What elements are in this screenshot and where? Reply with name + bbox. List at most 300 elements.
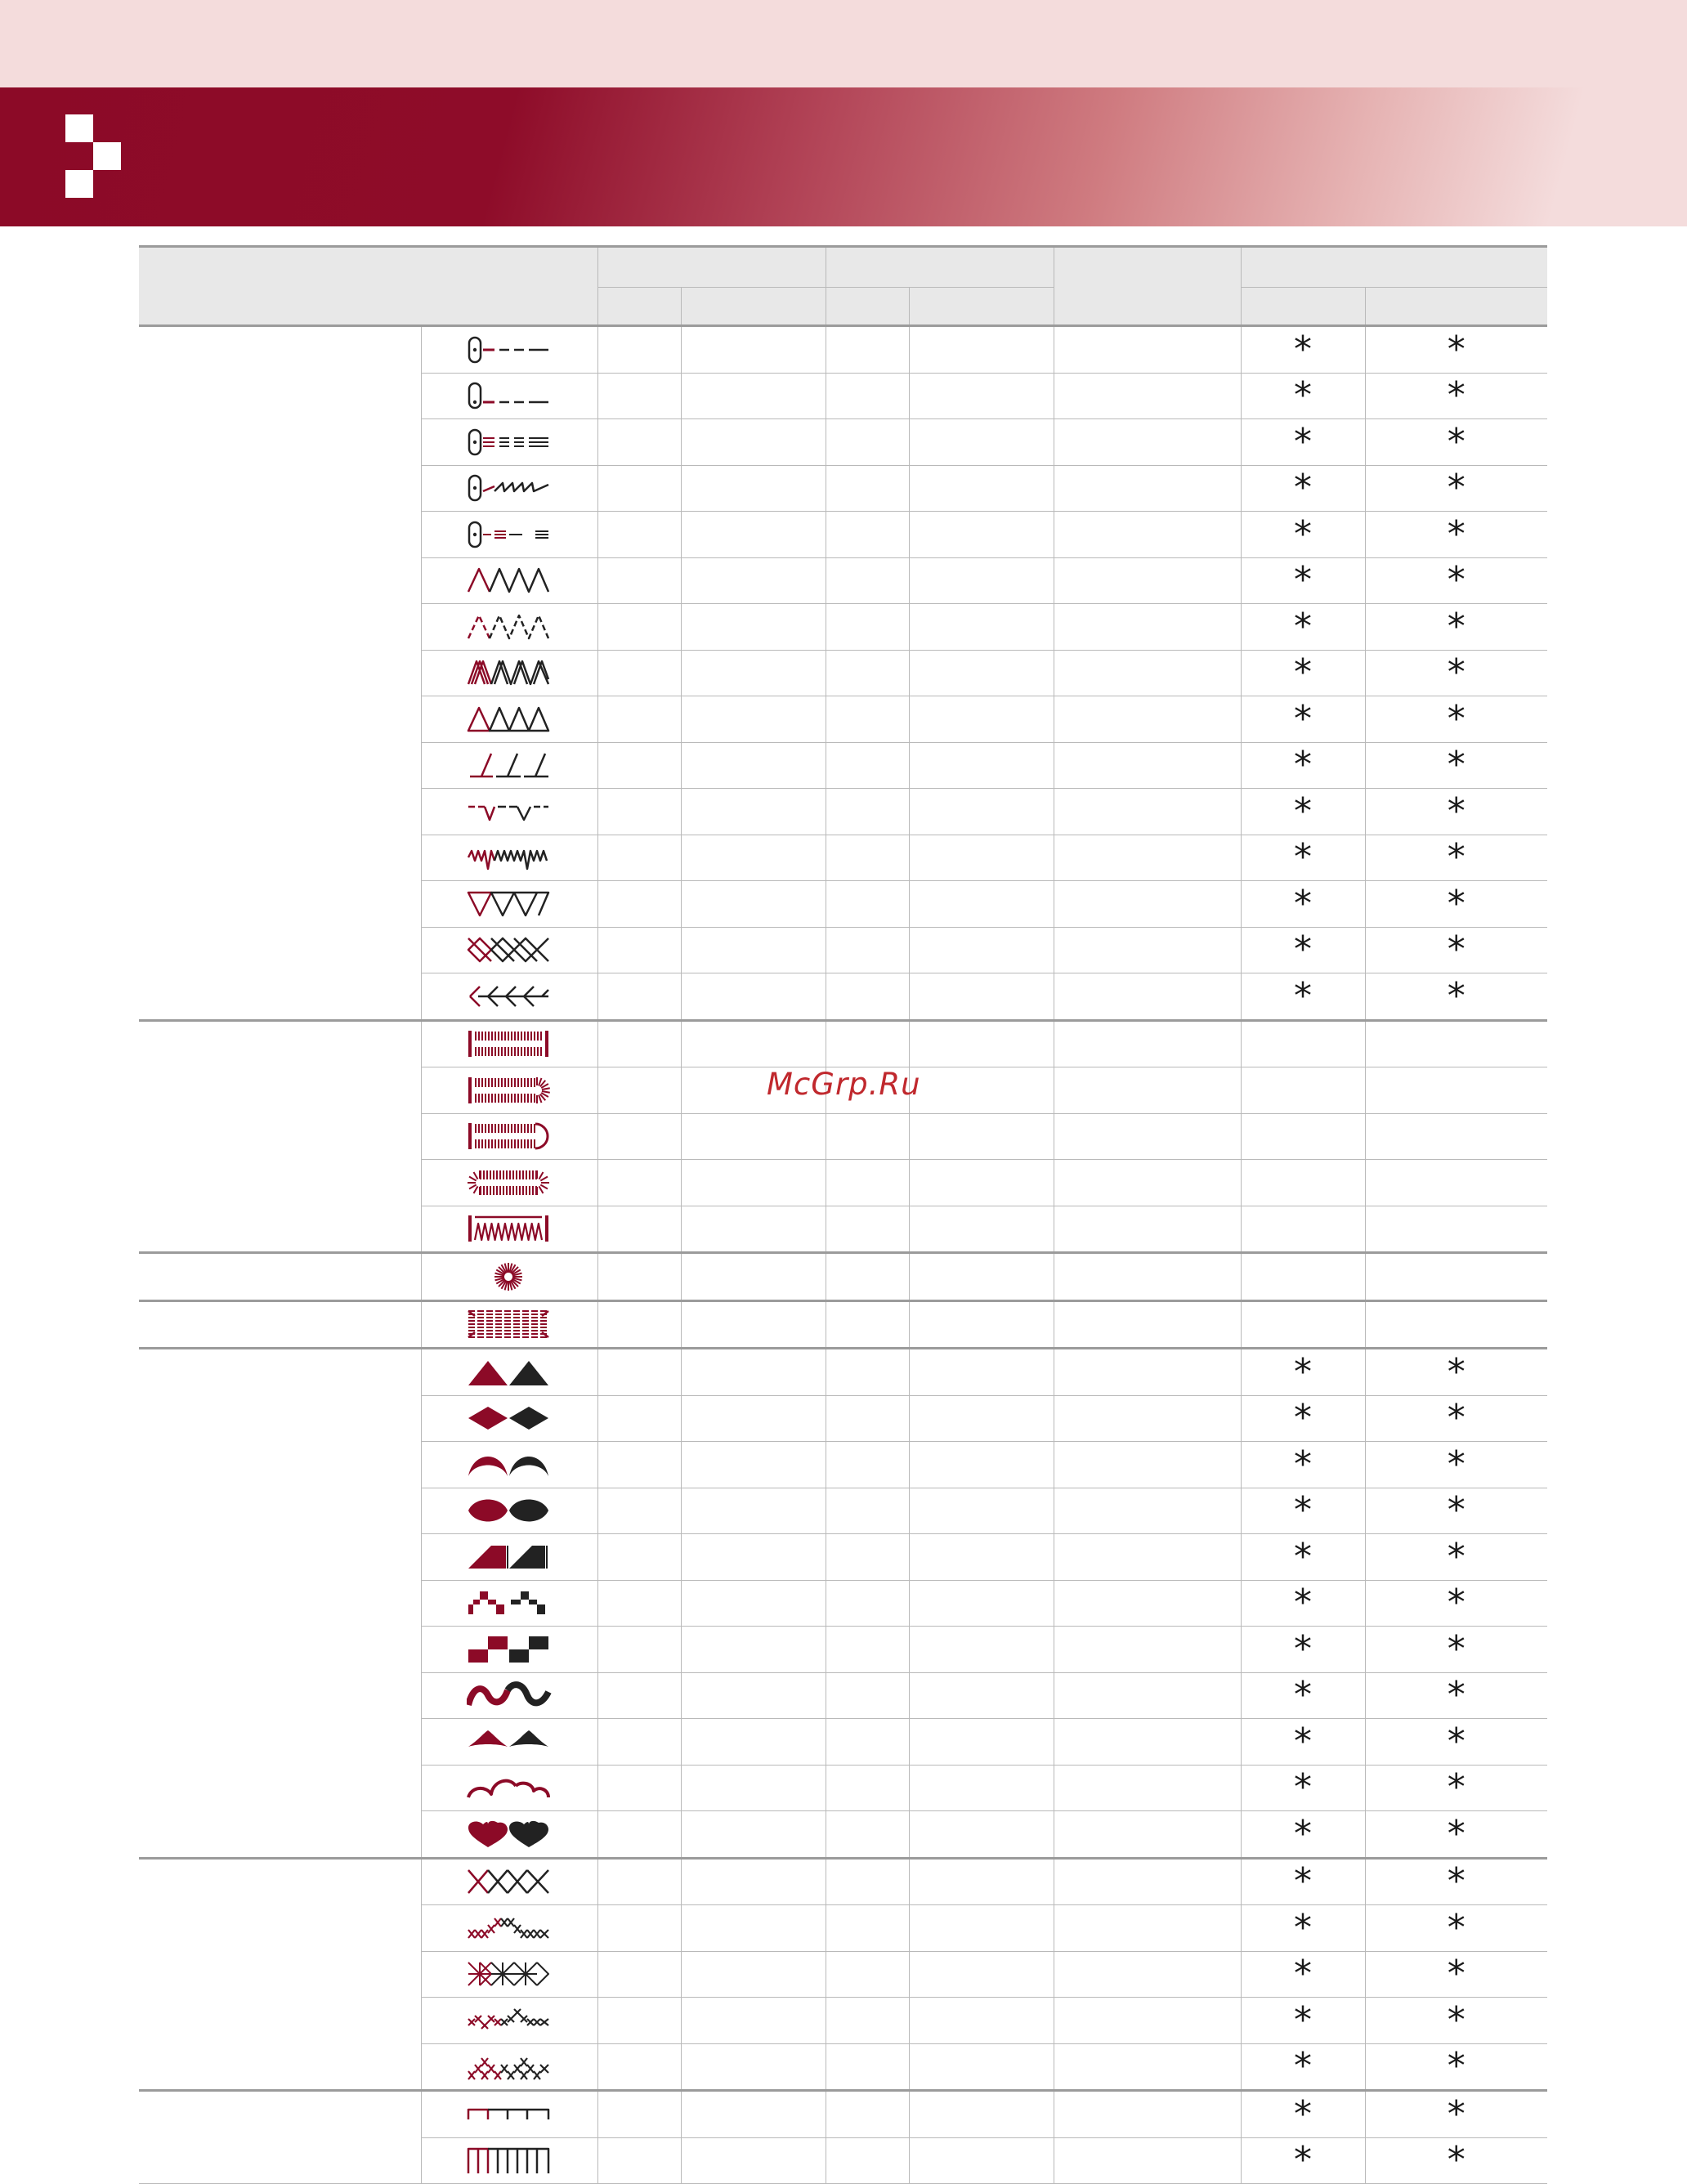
stitch-icon-cell <box>421 2137 597 2184</box>
eyelet-icon <box>467 1260 552 1293</box>
empty-cell <box>826 1349 909 1396</box>
mark-cell-b: * <box>1365 1672 1547 1719</box>
stitch-icon-cell <box>421 1300 597 1349</box>
wave-satin-icon <box>467 1679 552 1712</box>
empty-cell <box>681 1300 826 1349</box>
empty-cell <box>1054 927 1241 973</box>
empty-cell <box>826 1627 909 1673</box>
stitch-icon-cell <box>421 1067 597 1114</box>
cross-stitch-wave-icon <box>467 1912 552 1945</box>
empty-cell <box>597 650 681 696</box>
empty-cell <box>1054 881 1241 928</box>
empty-cell <box>1054 2137 1241 2184</box>
mark-cell-b: * <box>1365 1998 1547 2044</box>
shell-tuck-stitch-icon <box>467 841 552 874</box>
mark-cell-a: * <box>1241 1719 1365 1766</box>
empty-cell <box>597 789 681 835</box>
empty-cell <box>681 2137 826 2184</box>
empty-cell <box>826 1951 909 1998</box>
empty-cell <box>681 465 826 512</box>
triple-straight-stitch-icon <box>467 426 552 459</box>
empty-cell <box>909 973 1054 1021</box>
empty-cell <box>909 1951 1054 1998</box>
empty-cell <box>1054 1488 1241 1534</box>
empty-cell <box>909 742 1054 789</box>
empty-cell <box>1054 1998 1241 2044</box>
empty-cell <box>597 1811 681 1859</box>
empty-cell <box>681 2091 826 2138</box>
empty-cell <box>681 1719 826 1766</box>
mark-cell-a: * <box>1241 1442 1365 1488</box>
parallelogram-satin-icon <box>467 1541 552 1573</box>
overcast-stitch-icon <box>467 703 552 736</box>
empty-cell <box>597 2137 681 2184</box>
table-row <box>139 1858 1547 1905</box>
empty-cell <box>597 1349 681 1396</box>
empty-cell <box>1054 557 1241 604</box>
triangle-satin-icon <box>467 1356 552 1389</box>
stitch-icon-cell <box>421 1488 597 1534</box>
empty-cell <box>1054 696 1241 743</box>
empty-cell <box>909 1067 1054 1114</box>
empty-cell <box>909 1442 1054 1488</box>
empty-cell <box>1054 419 1241 466</box>
empty-cell <box>909 1998 1054 2044</box>
mark-cell-b: * <box>1365 1349 1547 1396</box>
mark-cell-a: * <box>1241 419 1365 466</box>
table-row <box>139 1020 1547 1067</box>
empty-cell <box>826 650 909 696</box>
empty-cell <box>826 881 909 928</box>
empty-cell <box>597 1998 681 2044</box>
empty-cell <box>909 1627 1054 1673</box>
header-cell <box>826 247 1054 288</box>
empty-cell <box>597 1765 681 1811</box>
empty-cell <box>826 927 909 973</box>
empty-cell <box>681 1811 826 1859</box>
mark-cell-a: * <box>1241 789 1365 835</box>
blanket-stitch-icon <box>467 2098 552 2131</box>
mark-cell-b: * <box>1365 1811 1547 1859</box>
empty-cell <box>909 512 1054 558</box>
diamond-satin-icon <box>467 1402 552 1434</box>
scallop-satin-icon <box>467 1725 552 1758</box>
empty-cell <box>826 835 909 881</box>
mark-cell-a: * <box>1241 973 1365 1021</box>
empty-cell <box>1054 1067 1241 1114</box>
empty-cell <box>681 2043 826 2091</box>
empty-cell <box>681 557 826 604</box>
empty-cell <box>597 1300 681 1349</box>
mark-cell-b: * <box>1365 1395 1547 1442</box>
empty-cell <box>826 1442 909 1488</box>
empty-cell <box>1054 835 1241 881</box>
mark-cell-b: * <box>1365 419 1547 466</box>
stitch-icon-cell <box>421 1020 597 1067</box>
empty-cell <box>681 650 826 696</box>
empty-cell <box>681 1627 826 1673</box>
mark-cell-a: * <box>1241 650 1365 696</box>
mark-cell-a: * <box>1241 2137 1365 2184</box>
empty-cell <box>1054 1442 1241 1488</box>
header-band <box>0 87 1687 226</box>
mark-cell-a: * <box>1241 465 1365 512</box>
stitch-icon-cell <box>421 1951 597 1998</box>
mark-cell-b: * <box>1365 835 1547 881</box>
mark-cell-a: * <box>1241 604 1365 651</box>
stitch-icon-cell <box>421 1672 597 1719</box>
mark-cell-a: * <box>1241 1488 1365 1534</box>
empty-cell <box>1054 742 1241 789</box>
empty-cell <box>826 1998 909 2044</box>
empty-cell <box>1054 1951 1241 1998</box>
empty-cell <box>1054 373 1241 419</box>
logo-square <box>93 142 121 170</box>
group-label-cell <box>139 2091 421 2184</box>
mark-cell-a: * <box>1241 1765 1365 1811</box>
group-label-cell <box>139 326 421 1021</box>
empty-cell <box>909 1580 1054 1627</box>
mark-cell-a: * <box>1241 742 1365 789</box>
empty-cell <box>826 973 909 1021</box>
empty-cell <box>597 1113 681 1160</box>
empty-cell <box>1054 1160 1241 1206</box>
mark-cell-b: * <box>1365 1765 1547 1811</box>
empty-cell <box>826 604 909 651</box>
header-cell <box>597 247 826 288</box>
empty-cell <box>681 835 826 881</box>
empty-cell <box>597 1858 681 1905</box>
stitch-icon-cell <box>421 1580 597 1627</box>
mark-cell-a: * <box>1241 881 1365 928</box>
mark-cell-a <box>1241 1113 1365 1160</box>
empty-cell <box>909 881 1054 928</box>
mark-cell-b: * <box>1365 1488 1547 1534</box>
cross-stitch-icon <box>467 1865 552 1898</box>
stitch-icon-cell <box>421 1253 597 1301</box>
mark-cell-a: * <box>1241 1627 1365 1673</box>
empty-cell <box>597 465 681 512</box>
mark-cell-a: * <box>1241 373 1365 419</box>
empty-cell <box>909 1719 1054 1766</box>
empty-cell <box>681 1905 826 1952</box>
stitch-icon-cell <box>421 1811 597 1859</box>
stitch-icon-cell <box>421 650 597 696</box>
header-subcell <box>826 288 909 326</box>
table-row <box>139 326 1547 374</box>
empty-cell <box>1054 326 1241 374</box>
basting-stitch-icon <box>467 472 552 504</box>
empty-cell <box>597 835 681 881</box>
mark-cell-a: * <box>1241 1534 1365 1581</box>
header-subcell <box>597 288 681 326</box>
empty-cell <box>681 512 826 558</box>
mark-cell-a: * <box>1241 696 1365 743</box>
empty-cell <box>597 1488 681 1534</box>
stitch-icon-cell <box>421 789 597 835</box>
mark-cell-b: * <box>1365 789 1547 835</box>
empty-cell <box>826 1206 909 1253</box>
empty-cell <box>681 1998 826 2044</box>
empty-cell <box>909 2137 1054 2184</box>
empty-cell <box>826 2137 909 2184</box>
round-buttonhole-icon <box>467 1120 552 1152</box>
mark-cell-a: * <box>1241 1349 1365 1396</box>
group-label-cell <box>139 1349 421 1859</box>
stitch-icon-cell <box>421 1349 597 1396</box>
empty-cell <box>597 604 681 651</box>
stitch-icon-cell <box>421 1206 597 1253</box>
empty-cell <box>597 1442 681 1488</box>
stretch-buttonhole-icon <box>467 1212 552 1245</box>
empty-cell <box>1054 1858 1241 1905</box>
mark-cell-b <box>1365 1253 1547 1301</box>
empty-cell <box>1054 650 1241 696</box>
empty-cell <box>597 1672 681 1719</box>
empty-cell <box>597 326 681 374</box>
mark-cell-a: * <box>1241 2091 1365 2138</box>
empty-cell <box>681 1395 826 1442</box>
empty-cell <box>681 1534 826 1581</box>
mark-cell-b: * <box>1365 1442 1547 1488</box>
empty-cell <box>681 1206 826 1253</box>
empty-cell <box>909 1020 1054 1067</box>
top-band <box>0 0 1687 87</box>
empty-cell <box>826 373 909 419</box>
empty-cell <box>909 419 1054 466</box>
mark-cell-b <box>1365 1300 1547 1349</box>
square-buttonhole-icon <box>467 1027 552 1060</box>
empty-cell <box>909 1395 1054 1442</box>
empty-cell <box>681 1253 826 1301</box>
mark-cell-b: * <box>1365 927 1547 973</box>
mark-cell-b: * <box>1365 1858 1547 1905</box>
header-subcell <box>1365 288 1547 326</box>
mark-cell-b: * <box>1365 1534 1547 1581</box>
empty-cell <box>826 1905 909 1952</box>
mark-cell-b: * <box>1365 604 1547 651</box>
straight-stitch-left-icon <box>467 379 552 412</box>
table-row <box>139 1253 1547 1301</box>
empty-cell <box>826 1811 909 1859</box>
empty-cell <box>1054 1349 1241 1396</box>
mark-cell-b: * <box>1365 1580 1547 1627</box>
mark-cell-b <box>1365 1020 1547 1067</box>
empty-cell <box>826 1113 909 1160</box>
mark-cell-a: * <box>1241 512 1365 558</box>
header-subcell <box>1241 288 1365 326</box>
stitch-icon-cell <box>421 973 597 1021</box>
empty-cell <box>1054 1206 1241 1253</box>
empty-cell <box>909 1765 1054 1811</box>
empty-cell <box>1054 604 1241 651</box>
empty-cell <box>597 696 681 743</box>
stitch-icon-cell <box>421 1442 597 1488</box>
empty-cell <box>1054 1765 1241 1811</box>
empty-cell <box>597 973 681 1021</box>
header-cell <box>1241 247 1547 288</box>
empty-cell <box>909 1811 1054 1859</box>
mark-cell-a: * <box>1241 1672 1365 1719</box>
empty-cell <box>681 1160 826 1206</box>
stitch-table <box>139 245 1547 2184</box>
mark-cell-b: * <box>1365 465 1547 512</box>
bartack-straight-stitch-icon <box>467 518 552 551</box>
empty-cell <box>909 373 1054 419</box>
empty-cell <box>826 789 909 835</box>
empty-cell <box>1054 2091 1241 2138</box>
empty-cell <box>1054 1719 1241 1766</box>
empty-cell <box>597 1719 681 1766</box>
group-label-cell <box>139 1253 421 1301</box>
empty-cell <box>597 557 681 604</box>
empty-cell <box>681 1951 826 1998</box>
mark-cell-b: * <box>1365 696 1547 743</box>
mark-cell-a <box>1241 1067 1365 1114</box>
mark-cell-b: * <box>1365 512 1547 558</box>
rounded-end-buttonhole-icon <box>467 1074 552 1107</box>
empty-cell <box>1054 789 1241 835</box>
empty-cell <box>826 2091 909 2138</box>
empty-cell <box>597 1580 681 1627</box>
empty-cell <box>1054 465 1241 512</box>
empty-cell <box>597 419 681 466</box>
mark-cell-b: * <box>1365 650 1547 696</box>
empty-cell <box>826 1580 909 1627</box>
logo-square <box>65 170 93 198</box>
empty-cell <box>826 696 909 743</box>
three-step-zigzag-icon <box>467 611 552 643</box>
stitch-icon-cell <box>421 2091 597 2138</box>
stitch-icon-cell <box>421 1395 597 1442</box>
stitch-icon-cell <box>421 696 597 743</box>
empty-cell <box>826 1488 909 1534</box>
empty-cell <box>1054 2043 1241 2091</box>
empty-cell <box>826 1672 909 1719</box>
watermark: McGrp.Ru <box>767 1067 921 1102</box>
empty-cell <box>681 326 826 374</box>
heart-satin-icon <box>467 1818 552 1851</box>
mark-cell-a: * <box>1241 1905 1365 1952</box>
zigzag-stitch-icon <box>467 564 552 597</box>
empty-cell <box>909 1905 1054 1952</box>
empty-cell <box>597 1534 681 1581</box>
empty-cell <box>909 1253 1054 1301</box>
empty-cell <box>681 419 826 466</box>
empty-cell <box>681 1020 826 1067</box>
stitch-icon-cell <box>421 373 597 419</box>
empty-cell <box>681 1765 826 1811</box>
empty-cell <box>909 326 1054 374</box>
cross-stitch-diamond-icon <box>467 2004 552 2037</box>
stitch-icon-cell <box>421 326 597 374</box>
stitch-icon-cell <box>421 1998 597 2044</box>
mark-cell-a: * <box>1241 1998 1365 2044</box>
empty-cell <box>826 512 909 558</box>
stitch-icon-cell <box>421 419 597 466</box>
empty-cell <box>681 1113 826 1160</box>
empty-cell <box>1054 1811 1241 1859</box>
empty-cell <box>909 604 1054 651</box>
mark-cell-a: * <box>1241 1951 1365 1998</box>
empty-cell <box>1054 1534 1241 1581</box>
empty-cell <box>909 1206 1054 1253</box>
small-checker-icon <box>467 1587 552 1619</box>
header-cell <box>139 247 597 326</box>
empty-cell <box>1054 973 1241 1021</box>
empty-cell <box>681 927 826 973</box>
mark-cell-b <box>1365 1206 1547 1253</box>
empty-cell <box>826 1160 909 1206</box>
empty-cell <box>597 1160 681 1206</box>
empty-cell <box>681 742 826 789</box>
cross-overlock-icon <box>467 933 552 966</box>
stitch-icon-cell <box>421 881 597 928</box>
empty-cell <box>826 1395 909 1442</box>
stitch-icon-cell <box>421 742 597 789</box>
empty-cell <box>826 557 909 604</box>
empty-cell <box>597 881 681 928</box>
group-label-cell <box>139 1300 421 1349</box>
empty-cell <box>909 789 1054 835</box>
double-round-buttonhole-icon <box>467 1166 552 1199</box>
logo-square <box>65 114 93 142</box>
empty-cell <box>681 1672 826 1719</box>
empty-cell <box>597 927 681 973</box>
empty-cell <box>909 696 1054 743</box>
triple-zigzag-icon <box>467 656 552 689</box>
crescent-satin-icon <box>467 1448 552 1481</box>
mark-cell-a: * <box>1241 927 1365 973</box>
empty-cell <box>1054 1627 1241 1673</box>
empty-cell <box>909 1349 1054 1396</box>
header-cell <box>1054 247 1241 326</box>
empty-cell <box>909 2091 1054 2138</box>
mark-cell-a: * <box>1241 1395 1365 1442</box>
mark-cell-a: * <box>1241 326 1365 374</box>
table-body <box>139 326 1547 2184</box>
stitch-icon-cell <box>421 604 597 651</box>
empty-cell <box>597 512 681 558</box>
mark-cell-b <box>1365 1160 1547 1206</box>
darning-stitch-icon <box>467 1308 552 1340</box>
group-label-cell <box>139 1858 421 2091</box>
stitch-icon-cell <box>421 465 597 512</box>
empty-cell <box>826 1020 909 1067</box>
cloud-scallop-icon <box>467 1771 552 1804</box>
mark-cell-b: * <box>1365 2043 1547 2091</box>
empty-cell <box>597 742 681 789</box>
empty-cell <box>1054 1580 1241 1627</box>
empty-cell <box>1054 1395 1241 1442</box>
empty-cell <box>681 881 826 928</box>
empty-cell <box>597 1951 681 1998</box>
feather-stitch-icon <box>467 980 552 1013</box>
empty-cell <box>909 927 1054 973</box>
large-checker-icon <box>467 1633 552 1666</box>
elastic-blind-hem-icon <box>467 795 552 828</box>
empty-cell <box>909 2043 1054 2091</box>
empty-cell <box>597 2043 681 2091</box>
empty-cell <box>597 1905 681 1952</box>
blind-hem-stitch-icon <box>467 749 552 781</box>
table-row <box>139 1349 1547 1396</box>
empty-cell <box>826 1300 909 1349</box>
empty-cell <box>826 742 909 789</box>
empty-cell <box>681 1349 826 1396</box>
mark-cell-b: * <box>1365 1951 1547 1998</box>
empty-cell <box>1054 1253 1241 1301</box>
